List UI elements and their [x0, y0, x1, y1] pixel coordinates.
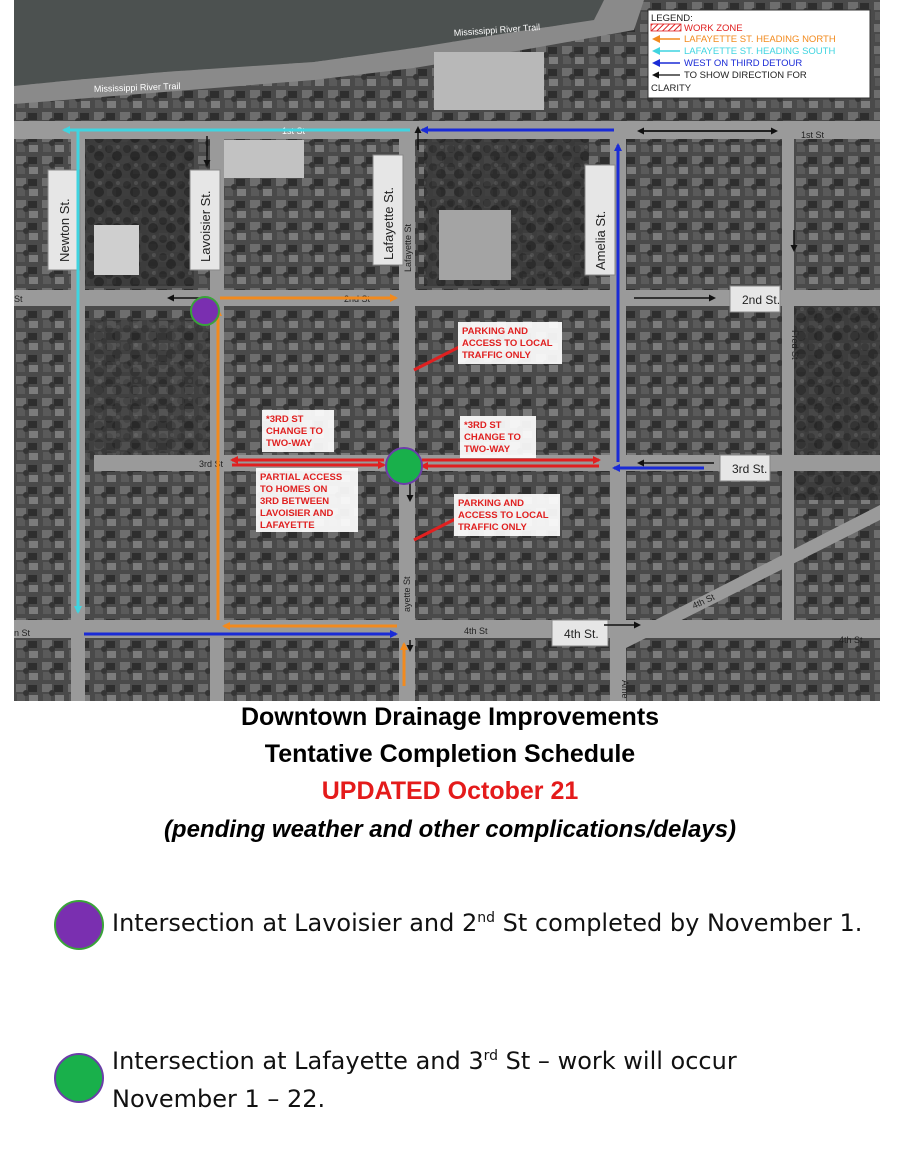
updated-date: UPDATED October 21	[321, 777, 579, 805]
legend-title: LEGEND:	[651, 13, 693, 24]
amelia-sign: Amelia St.	[593, 210, 608, 270]
schedule-item-text-sup: nd	[477, 910, 496, 926]
callout-partial-l1: PARTIAL ACCESS	[260, 472, 343, 483]
schedule-item-text	[112, 1042, 737, 1118]
road-label-lafayette: Lafayette St	[403, 223, 413, 272]
legend-item-direction-continued: CLARITY	[651, 83, 692, 94]
pending-note: (pending weather and other complications/delays)	[163, 816, 737, 843]
newton-sign: Newton St.	[57, 198, 72, 262]
road-label-amelia-lower: Ame	[620, 680, 630, 699]
schedule-item-text-pre: Intersection at Lavoisier and 2	[112, 909, 478, 937]
schedule-item-text-sup: rd	[483, 1048, 499, 1064]
callout-parking-top-l1: PARKING AND	[462, 326, 528, 337]
callout-parking-top-l2: ACCESS TO LOCAL	[462, 338, 553, 349]
callout-parking-bottom-l1: PARKING AND	[458, 498, 524, 509]
callout-parking-top-l3: TRAFFIC ONLY	[462, 350, 531, 361]
marker-lavoisier-2nd	[191, 297, 219, 325]
callout-partial-l4: LAVOISIER AND	[260, 508, 334, 519]
warehouse-building	[434, 52, 544, 110]
legend	[648, 10, 870, 98]
schedule-item-text-post: St – work will occur	[498, 1047, 737, 1075]
callout-third-right-l2: CHANGE TO	[464, 432, 521, 443]
legend-item-direction: TO SHOW DIRECTION FOR	[684, 70, 807, 81]
road-label-4th-right: 4th St	[839, 635, 863, 645]
legend-item-north: LAFAYETTE ST. HEADING NORTH	[684, 34, 836, 45]
schedule-item-text-pre: Intersection at Lafayette and 3	[112, 1047, 484, 1075]
callout-third-left-l2: CHANGE TO	[266, 426, 323, 437]
callout-partial-l2: TO HOMES ON	[260, 484, 328, 495]
page-title: Downtown Drainage Improvements	[240, 703, 660, 731]
road-label-lafayette-lower: ayette St	[402, 576, 412, 612]
page-subtitle: Tentative Completion Schedule	[264, 740, 636, 768]
legend-item-work-zone: WORK ZONE	[684, 23, 743, 34]
lavoisier-sign: Lavoisier St.	[198, 190, 213, 262]
road-label-4th-left: n St	[14, 628, 31, 638]
third-sign: 3rd St.	[732, 462, 768, 476]
callout-parking-bottom-l2: ACCESS TO LOCAL	[458, 510, 549, 521]
road-label-left-edge: St	[14, 294, 23, 304]
schedule-item-text-post: St completed by November 1.	[495, 909, 863, 937]
road-label-1st-right: 1st St	[801, 130, 825, 140]
road-label-4th-diag: 4th St	[690, 591, 717, 611]
river-trail-label-top: Mississippi River Trail	[453, 21, 541, 38]
callout-third-right-l3: TWO-WAY	[464, 444, 511, 455]
river-trail-label-left: Mississippi River Trail	[93, 80, 181, 94]
road-label-3rd: 3rd St	[199, 459, 224, 469]
drainage-project-map	[14, 0, 880, 701]
legend-hatch-swatch	[651, 24, 681, 31]
schedule-item-text	[112, 904, 862, 942]
legend-item-south: LAFAYETTE ST. HEADING SOUTH	[684, 46, 836, 57]
road-label-fred: Fred St	[790, 330, 800, 360]
callout-partial-l3: 3RD BETWEEN	[260, 496, 330, 507]
callout-partial-l5: LAFAYETTE	[260, 520, 315, 531]
green-marker-icon	[54, 1053, 104, 1103]
road-label-1st: 1st St	[282, 126, 306, 136]
callout-parking-bottom-l3: TRAFFIC ONLY	[458, 522, 527, 533]
legend-item-detour: WEST ON THIRD DETOUR	[684, 58, 803, 69]
callout-third-left-l1: *3RD ST	[266, 414, 304, 425]
fourth-sign: 4th St.	[564, 627, 599, 641]
road-label-4th: 4th St	[464, 626, 488, 636]
purple-marker-icon	[54, 900, 104, 950]
callout-third-left-l3: TWO-WAY	[266, 438, 313, 449]
lafayette-sign: Lafayette St.	[381, 187, 396, 260]
marker-lafayette-3rd	[386, 448, 422, 484]
schedule-item-text-line2: November 1 – 22.	[112, 1085, 326, 1113]
road-label-2nd: 2nd St	[344, 294, 371, 304]
second-sign: 2nd St.	[742, 293, 781, 307]
callout-third-right-l1: *3RD ST	[464, 420, 502, 431]
